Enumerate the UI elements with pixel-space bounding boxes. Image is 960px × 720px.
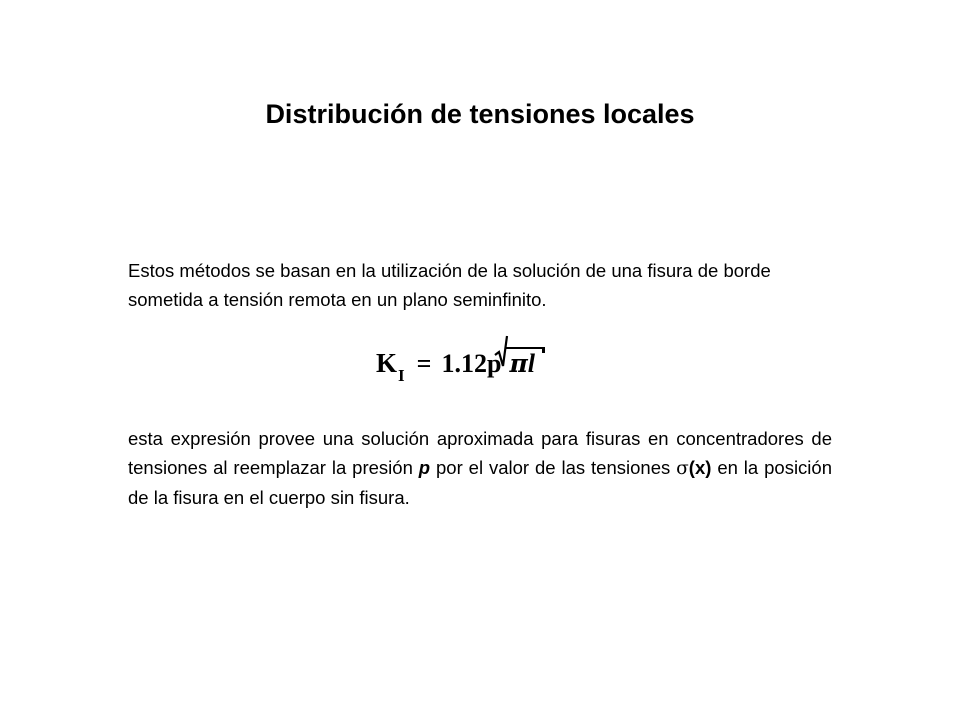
formula-l-variable: l [527, 349, 535, 378]
stress-intensity-formula [376, 347, 545, 395]
formula-square-root [505, 347, 545, 379]
explanation-text-start: esta expresión provee una solución aproximada para fisuras en concentradores de tensiones al reemplazar la presión [128, 428, 832, 478]
explanation-text-middle: por el valor de las tensiones [430, 457, 677, 478]
sigma-expression [676, 457, 711, 478]
formula-k-symbol: K [376, 348, 398, 378]
sigma-symbol: σ [676, 458, 689, 479]
explanation-text-end: en la posición de la fisura en el cuerpo sin fisura. [128, 457, 832, 508]
formula-pi-symbol: π [509, 349, 528, 378]
formula-equals: = [416, 349, 432, 378]
sigma-argument: (x) [688, 457, 712, 478]
pressure-variable: p [418, 457, 431, 478]
formula-radicand [505, 347, 545, 379]
formula-coefficient: 1.12p [441, 349, 502, 378]
intro-paragraph: Estos métodos se basan en la utilización de la solución de una fisura de borde sometida a tensión remota en un plano seminfinito. [128, 260, 771, 310]
slide-title: Distribución de tensiones locales [265, 99, 695, 129]
formula-k-subscript: I [398, 366, 405, 385]
explanation-paragraph [128, 424, 832, 512]
